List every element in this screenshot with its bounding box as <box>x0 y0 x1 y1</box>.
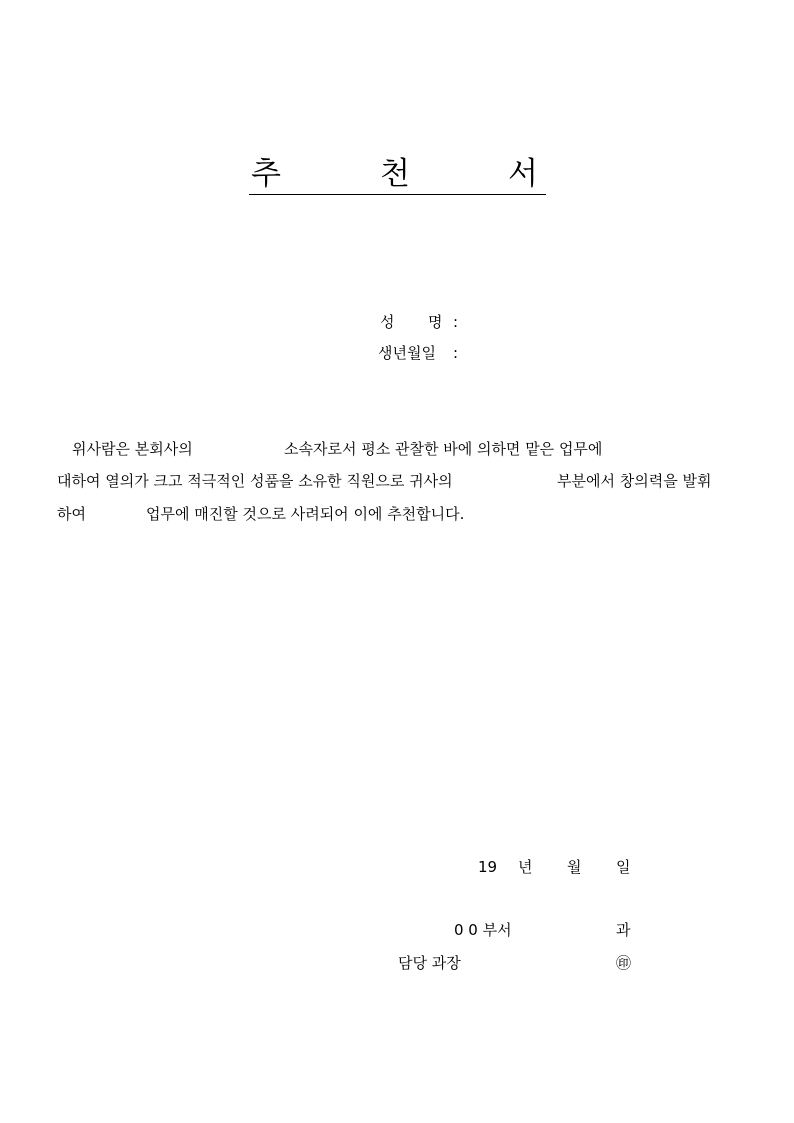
title-char-2: 천 <box>380 156 410 192</box>
body-line-3-part1: 하여 <box>57 505 86 523</box>
document-title <box>249 156 546 195</box>
date-day-label: 일 <box>616 858 631 876</box>
name-label-part2: 명 <box>428 313 443 331</box>
date-year-prefix: 19 <box>478 858 498 876</box>
name-label-part1: 성 <box>380 313 395 331</box>
title-char-3: 서 <box>508 156 538 192</box>
birthdate-label: 생년월일 <box>378 344 436 362</box>
name-colon: : <box>453 313 459 331</box>
body-line-1-part2: 소속자로서 평소 관찰한 바에 의하면 맡은 업무에 <box>284 440 603 458</box>
body-line-2-part1: 대하여 열의가 크고 적극적인 성품을 소유한 직원으로 귀사의 <box>57 472 453 490</box>
body-line-1-part1: 위사람은 본회사의 <box>72 440 193 458</box>
title-char-1: 추 <box>251 156 281 192</box>
body-line-2-part2: 부분에서 창의력을 발휘 <box>557 472 712 490</box>
manager-title: 담당 과장 <box>398 954 461 972</box>
seal-icon: ㊞ <box>616 954 632 972</box>
date-year-label: 년 <box>518 858 533 876</box>
department-placeholder: 0 0 부서 <box>454 921 512 939</box>
section-label: 과 <box>616 921 631 939</box>
date-month-label: 월 <box>567 858 582 876</box>
body-line-3-part2: 업무에 매진할 것으로 사려되어 이에 추천합니다. <box>146 505 465 523</box>
birthdate-colon: : <box>453 344 459 362</box>
